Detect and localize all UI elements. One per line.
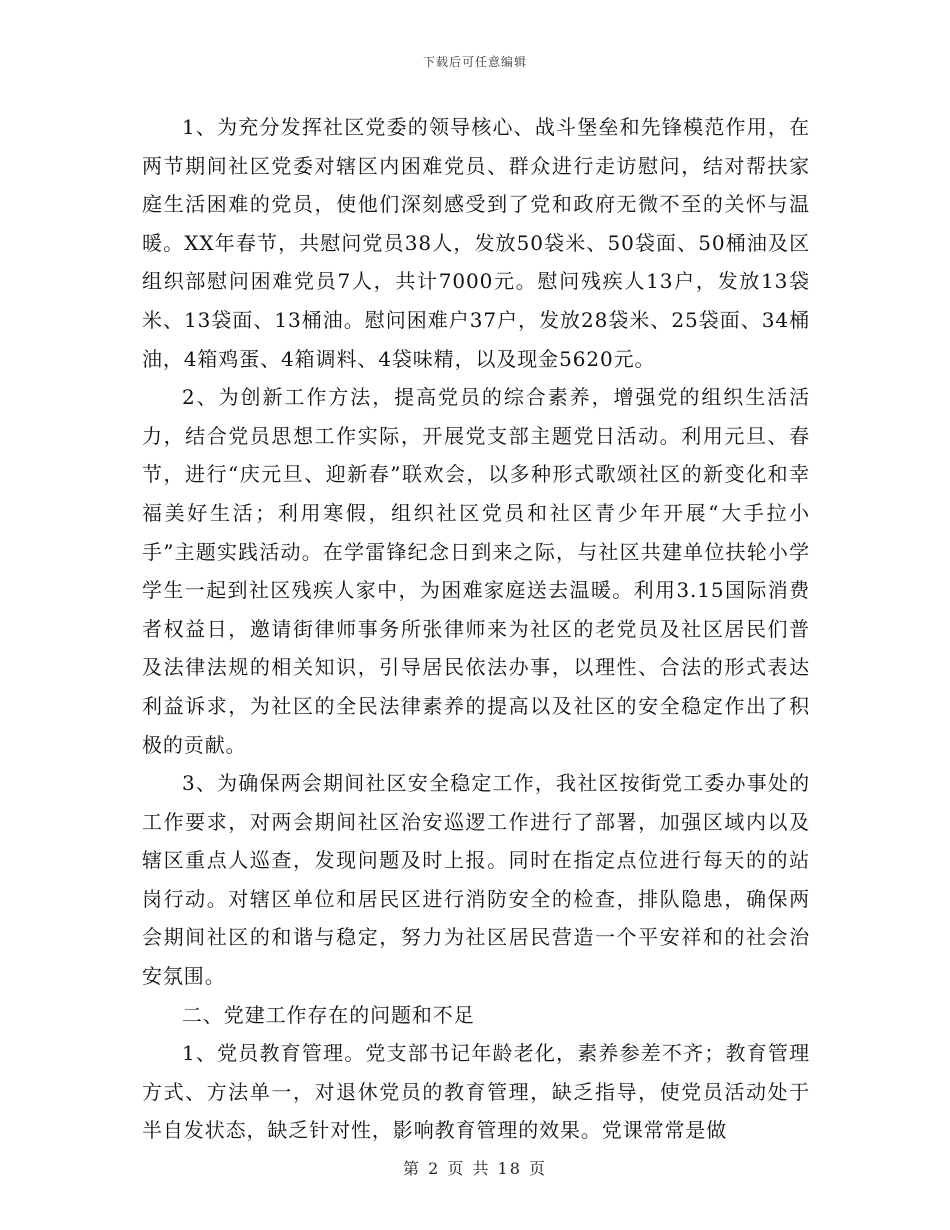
section-heading-2: 二、党建工作存在的问题和不足 [182, 1002, 475, 1027]
paragraph-1: 1、为充分发挥社区党委的领导核心、战斗堡垒和先锋模范作用，在两节期间社区党委对辖区内困难党员、群众进行走访慰问，结对帮扶家庭生活困难的党员，使他们深刻感受到了党和政府无微不至的关怀与温暖。XX年春节，共慰问党员38人，发放50袋米、50袋面、50桶油及区组织部慰问困难党员7人，共计7000元。慰问残疾人13户，发放13袋米、13袋面、13桶油。慰问困难户37户，发放28袋米、25袋面、34桶油，4箱鸡蛋、4箱调料、4袋味精，以及现金5620元。 [142, 115, 810, 371]
page-footer: 第 2 页 共 18 页 [403, 1159, 547, 1178]
page-header: 下载后可任意编辑 [422, 55, 527, 69]
paragraph-3: 3、为确保两会期间社区安全稳定工作，我社区按街党工委办事处的工作要求，对两会期间社区治安巡逻工作进行了部署，加强区域内以及辖区重点人巡查，发现问题及时上报。同时在指定点位进行每天的的站岗行动。对辖区单位和居民区进行消防安全的检查，排队隐患，确保两会期间社区的和谐与稳定，努力为社区居民营造一个平安祥和的社会治安氛围。 [142, 771, 810, 989]
paragraph-2: 2、为创新工作方法，提高党员的综合素养，增强党的组织生活活力，结合党员思想工作实际，开展党支部主题党日活动。利用元旦、春节，进行“庆元旦、迎新春”联欢会，以多种形式歌颂社区的新变化和幸福美好生活；利用寒假，组织社区党员和社区青少年开展“大手拉小手”主题实践活动。在学雷锋纪念日到来之际，与社区共建单位扶轮小学学生一起到社区残疾人家中，为困难家庭送去温暖。利用3.15国际消费者权益日，邀请街律师事务所张律师来为社区的老党员及社区居民们普及法律法规的相关知识，引导居民依法办事，以理性、合法的形式表达利益诉求，为社区的全民法律素养的提高以及社区的安全稳定作出了积极的贡献。 [142, 385, 810, 757]
document-body [142, 108, 810, 1150]
paragraph-4: 1、党员教育管理。党支部书记年龄老化，素养参差不齐；教育管理方式、方法单一，对退休党员的教育管理，缺乏指导，使党员活动处于半自发状态，缺乏针对性，影响教育管理的效果。党课常常是做 [142, 1041, 810, 1143]
